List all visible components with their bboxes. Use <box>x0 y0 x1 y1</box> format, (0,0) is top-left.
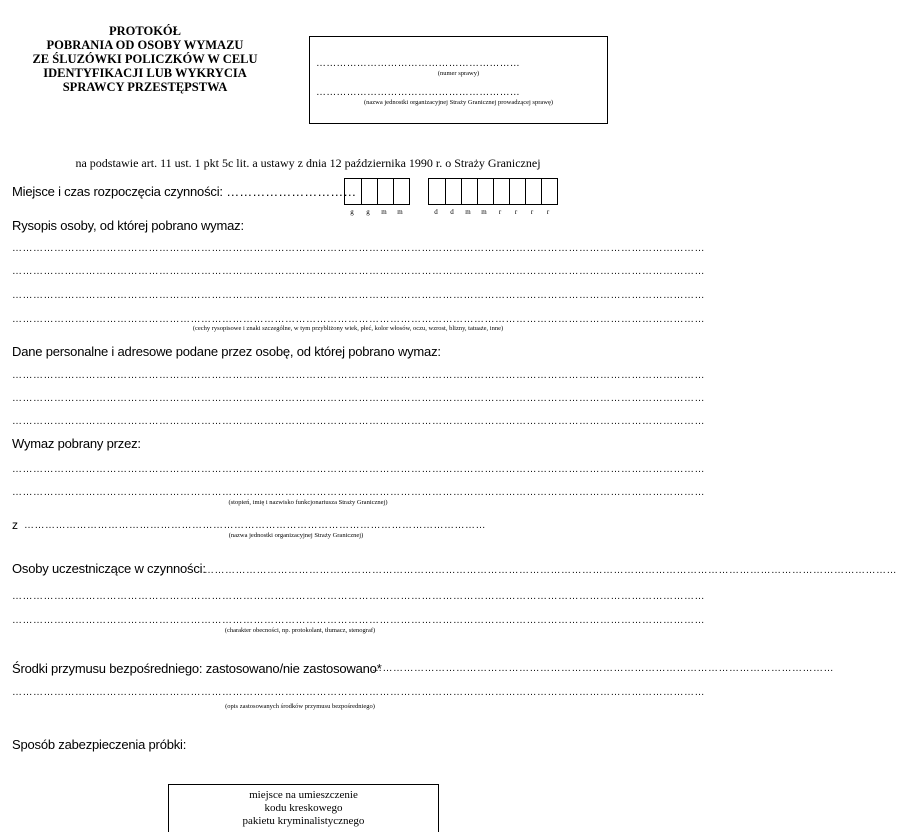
coercion-label: Środki przymusu bezpośredniego: zastosowano/nie zastosowano* <box>12 661 382 676</box>
date-cell-label: d <box>450 208 454 216</box>
description-line[interactable]: ……………………………………………………………………………………………………………………………………………………………………………… <box>12 266 705 277</box>
time-cell[interactable] <box>345 179 361 204</box>
title-line: ZE ŚLUZÓWKI POLICZKÓW W CELU <box>32 52 258 66</box>
case-number-box <box>309 36 608 124</box>
date-cell[interactable] <box>477 179 493 204</box>
date-cell[interactable] <box>541 179 557 204</box>
description-line[interactable]: ……………………………………………………………………………………………………………………………………………………………………………… <box>12 243 705 254</box>
time-cell-label: m <box>397 208 403 216</box>
place-time-field[interactable]: ………………………… <box>226 184 357 199</box>
title-line: POBRANIA OD OSOBY WYMAZU <box>46 38 244 52</box>
date-cell-label: m <box>465 208 471 216</box>
personal-data-line[interactable]: ……………………………………………………………………………………………………………………………………………………………………………… <box>12 393 705 404</box>
date-cell[interactable] <box>429 179 445 204</box>
date-cell[interactable] <box>461 179 477 204</box>
description-line[interactable]: ……………………………………………………………………………………………………………………………………………………………………………… <box>12 290 705 301</box>
participants-label <box>12 561 206 577</box>
case-number-field[interactable]: …………………………………………………… <box>316 58 520 69</box>
date-cell[interactable] <box>493 179 509 204</box>
personal-data-line[interactable]: ……………………………………………………………………………………………………………………………………………………………………………… <box>12 416 705 427</box>
case-number-caption: (numer sprawy) <box>437 70 480 77</box>
securing-label: Sposób zabezpieczenia próbki: <box>12 737 187 752</box>
date-cell-label: r <box>514 208 518 216</box>
personal-data-line[interactable]: ……………………………………………………………………………………………………………………………………………………………………………… <box>12 370 705 381</box>
place-time-label-text: Miejsce i czas rozpoczęcia czynności: <box>12 184 223 199</box>
personal-data-label: Dane personalne i adresowe podane przez osobę, od której pobrano wymaz: <box>12 344 441 359</box>
description-line[interactable]: ……………………………………………………………………………………………………………………………………………………………………………… <box>12 314 705 325</box>
date-cell-label: r <box>546 208 550 216</box>
date-cell[interactable] <box>445 179 461 204</box>
participants-line[interactable]: ……………………………………………………………………………………………………………………………………………………………………………… <box>12 591 705 602</box>
unit-line[interactable]: …………………………………………………………………………………………………………………… <box>24 520 486 531</box>
participants-line[interactable]: ……………………………………………………………………………………………………………………………………………………………………………… <box>204 565 897 576</box>
coercion-caption: (opis zastosowanych środków przymusu bezpośredniego) <box>225 703 375 710</box>
time-cell-label: g <box>366 208 370 216</box>
date-cell-label: r <box>530 208 534 216</box>
description-caption: (cechy rysopisowe i znaki szczególne, w tym przybliżony wiek, płeć, kolor włosów, oczu, wzrost, blizny, tatuaże, inne) <box>192 325 504 332</box>
time-cell-label: g <box>350 208 354 216</box>
date-cell-label: m <box>481 208 487 216</box>
collected-by-line[interactable]: ……………………………………………………………………………………………………………………………………………………………………………… <box>12 464 705 475</box>
collected-by-line[interactable]: ……………………………………………………………………………………………………………………………………………………………………………… <box>12 487 705 498</box>
time-cell[interactable] <box>377 179 393 204</box>
description-label: Rysopis osoby, od której pobrano wymaz: <box>12 218 244 233</box>
legal-basis: na podstawie art. 11 ust. 1 pkt 5c lit. a ustawy z dnia 12 października 1990 r. o Straży Granicznej <box>75 156 541 170</box>
coercion-line[interactable]: ……………………………………………………………………………………………………………………………………………………………………………… <box>12 687 705 698</box>
unit-name-field[interactable]: …………………………………………………… <box>316 87 520 98</box>
time-cell[interactable] <box>393 179 409 204</box>
unit-caption: (nazwa jednostki organizacyjnej Straży Granicznej) <box>228 532 364 539</box>
collected-by-label: Wymaz pobrany przez: <box>12 436 141 451</box>
date-cell[interactable] <box>509 179 525 204</box>
time-cell-label: m <box>381 208 387 216</box>
barcode-placeholder-box <box>168 784 439 832</box>
barcode-box-line: pakietu kryminalistycznego <box>242 815 365 827</box>
time-cell[interactable] <box>361 179 377 204</box>
time-cells <box>344 178 410 216</box>
date-cell-label: d <box>434 208 438 216</box>
officer-caption: (stopień, imię i nazwisko funkcjonariusza Straży Granicznej) <box>228 499 388 506</box>
participants-caption: (charakter obecności, np. protokolant, tłumacz, stenograf) <box>224 627 376 634</box>
coercion-field[interactable]: …………………………………………………………………………………………………………………… <box>372 663 834 674</box>
document-title <box>10 24 280 94</box>
place-time-label <box>12 184 356 200</box>
unit-name-caption: (nazwa jednostki organizacyjnej Straży Granicznej prowadzącej sprawę) <box>363 99 553 106</box>
title-line: PROTOKÓŁ <box>108 24 181 38</box>
title-line: SPRAWCY PRZESTĘPSTWA <box>62 80 228 94</box>
date-cell-label: r <box>498 208 502 216</box>
participants-line[interactable]: ……………………………………………………………………………………………………………………………………………………………………………… <box>12 615 705 626</box>
date-cell[interactable] <box>525 179 541 204</box>
barcode-box-line: miejsce na umieszczenie <box>249 789 358 801</box>
title-line: IDENTYFIKACJI LUB WYKRYCIA <box>43 66 247 80</box>
barcode-box-line: kodu kreskowego <box>264 802 343 814</box>
participants-label-text: Osoby uczestniczące w czynności: <box>12 561 206 576</box>
unit-prefix: z <box>12 518 18 532</box>
date-cells <box>428 178 558 216</box>
